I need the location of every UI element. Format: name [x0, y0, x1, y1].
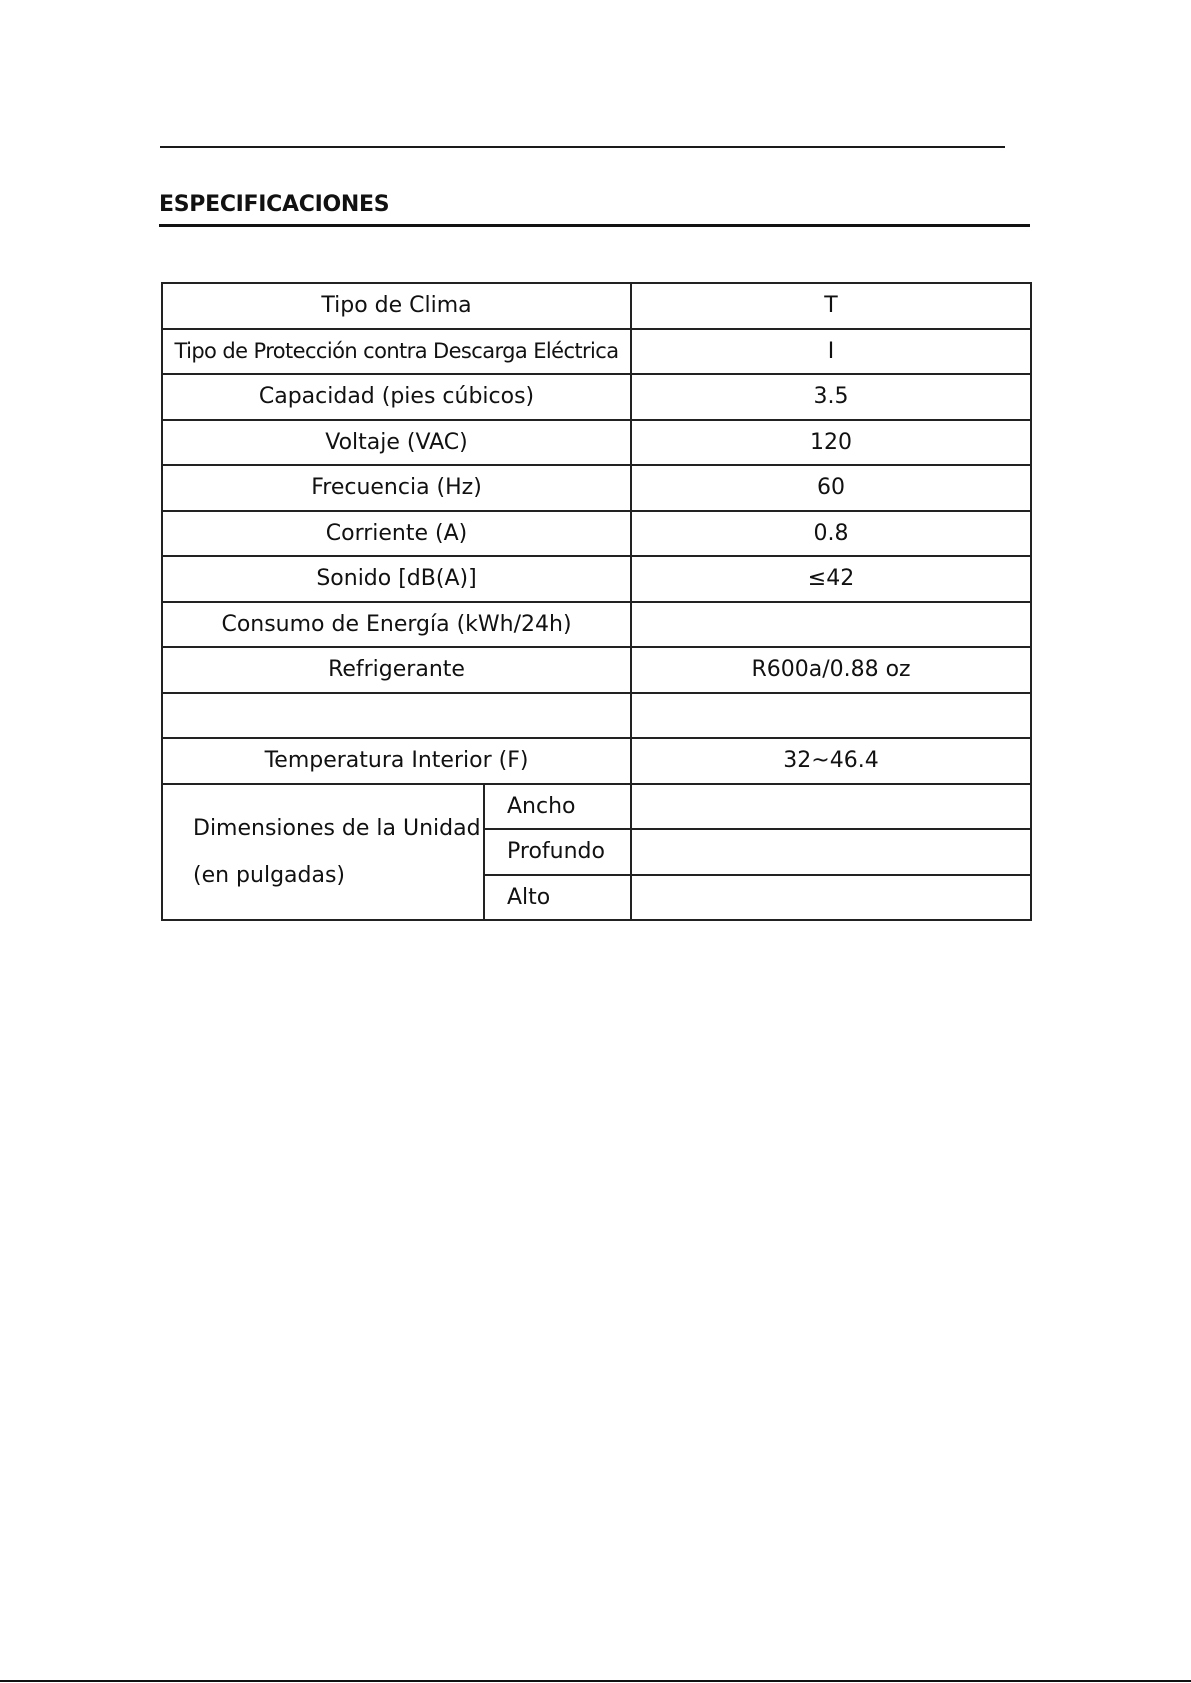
- spec-label: Capacidad (pies cúbicos): [162, 374, 631, 420]
- spec-label: Consumo de Energía (kWh/24h): [162, 602, 631, 648]
- spec-value: 60: [631, 465, 1031, 511]
- table-row: [162, 283, 1031, 329]
- table-row: [162, 602, 1031, 648]
- table-row: [162, 647, 1031, 693]
- table-row: [162, 693, 1031, 739]
- spec-label: Temperatura Interior (F): [162, 738, 631, 784]
- spec-value: [631, 602, 1031, 648]
- dimension-value: [631, 784, 1031, 830]
- spec-value: 0.8: [631, 511, 1031, 557]
- table-row: [162, 738, 1031, 784]
- spec-label: Frecuencia (Hz): [162, 465, 631, 511]
- dimension-value: [631, 875, 1031, 921]
- table-row: [162, 784, 1031, 830]
- dimension-label: Ancho: [484, 784, 631, 830]
- table-row: [162, 511, 1031, 557]
- spec-value: 120: [631, 420, 1031, 466]
- spec-label: Tipo de Clima: [162, 283, 631, 329]
- spec-value: 32~46.4: [631, 738, 1031, 784]
- spec-label: Sonido [dB(A)]: [162, 556, 631, 602]
- section-title-underline: [159, 224, 1030, 227]
- table-row: [162, 374, 1031, 420]
- table-row: [162, 465, 1031, 511]
- header-rule: [160, 146, 1005, 148]
- dimension-value: [631, 829, 1031, 875]
- spec-label: Corriente (A): [162, 511, 631, 557]
- spec-value: R600a/0.88 oz: [631, 647, 1031, 693]
- table-row: [162, 556, 1031, 602]
- spec-label: Refrigerante: [162, 647, 631, 693]
- spec-value: ≤42: [631, 556, 1031, 602]
- spec-value: T: [631, 283, 1031, 329]
- spec-value: [631, 693, 1031, 739]
- table-row: [162, 420, 1031, 466]
- section-title: ESPECIFICACIONES: [159, 192, 390, 217]
- dimension-label: Profundo: [484, 829, 631, 875]
- spec-label: Voltaje (VAC): [162, 420, 631, 466]
- dimensions-label-line1: Dimensiones de la Unidad: [193, 815, 481, 841]
- spec-value: I: [631, 329, 1031, 375]
- spec-label: Tipo de Protección contra Descarga Eléctrica: [162, 329, 631, 375]
- dimension-label: Alto: [484, 875, 631, 921]
- page-bottom-rule: [0, 1680, 1191, 1682]
- table-row: [162, 329, 1031, 375]
- specifications-table: [161, 282, 1032, 921]
- spec-value: 3.5: [631, 374, 1031, 420]
- spec-label: [162, 693, 631, 739]
- dimensions-group-label: [162, 784, 484, 921]
- dimensions-label-line2: (en pulgadas): [193, 862, 346, 888]
